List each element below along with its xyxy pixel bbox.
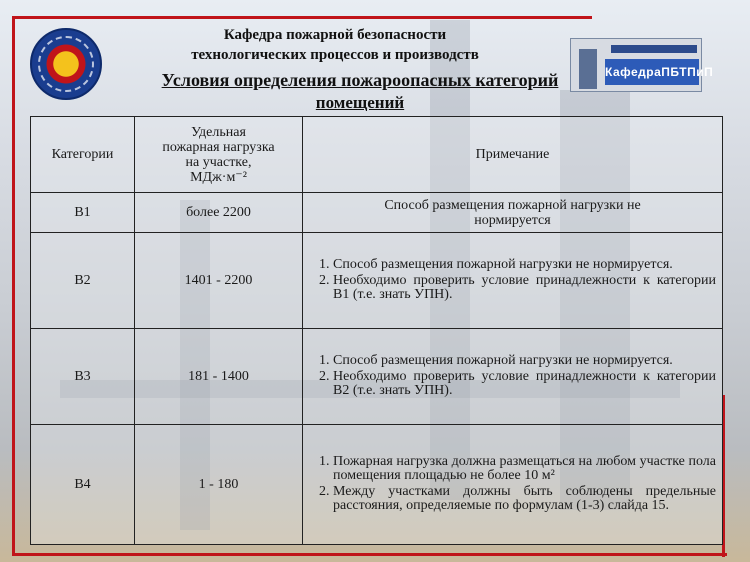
red-frame-top — [12, 16, 592, 19]
note-item: 2. Необходимо проверить условие принадлежности к категории В2 (т.е. знать УПН). — [333, 370, 716, 398]
department-name: Кафедра пожарной безопасности — [223, 27, 447, 43]
column-header-note: Примечание — [303, 117, 723, 193]
load-cell: более 2200 — [135, 193, 303, 233]
note-item: 1. Способ размещения пожарной нагрузки не нормируется. — [333, 354, 716, 368]
note-line: Способ размещения пожарной нагрузки не — [384, 197, 641, 213]
note-cell — [303, 329, 723, 425]
note-list — [309, 258, 716, 302]
table-row — [31, 193, 723, 233]
red-frame-bottom — [12, 553, 727, 556]
note-item: 1. Пожарная нагрузка должна размещаться на любом участке пола помещения площадью не более 10 м² — [333, 455, 716, 483]
logo-bar — [611, 45, 697, 53]
red-frame-left — [12, 16, 15, 556]
column-header-load — [135, 117, 303, 193]
category-cell: В4 — [31, 425, 135, 545]
table-header-row — [31, 117, 723, 193]
note-cell — [303, 193, 723, 233]
load-cell: 1401 - 2200 — [135, 233, 303, 329]
table-row — [31, 233, 723, 329]
load-header-line: на участке, — [185, 154, 252, 170]
note-item: 1. Способ размещения пожарной нагрузки не нормируется. — [333, 258, 716, 272]
category-table — [30, 116, 723, 545]
note-cell — [303, 233, 723, 329]
load-cell: 1 - 180 — [135, 425, 303, 545]
category-cell: В1 — [31, 193, 135, 233]
note-line: нормируется — [474, 212, 551, 228]
column-header-category: Категории — [31, 117, 135, 193]
department-subtitle: технологических процессов и производств — [191, 47, 479, 63]
page-title-continued: помещений — [315, 93, 405, 112]
note-item: 2. Необходимо проверить условие принадлежности к категории В1 (т.е. знать УПН). — [333, 274, 716, 302]
note-list — [309, 354, 716, 398]
logo-caption: КафедраПБТПиП — [605, 59, 699, 85]
load-cell: 181 - 1400 — [135, 329, 303, 425]
load-header-line: пожарная нагрузка — [162, 139, 275, 155]
category-cell: В2 — [31, 233, 135, 329]
note-item: 2. Между участками должны быть соблюдены предельные расстояния, определяемые по формулам (1-3) слайда 15. — [333, 485, 716, 513]
table-row — [31, 425, 723, 545]
note-cell — [303, 425, 723, 545]
page-title: Условия определения пожароопасных категорий — [161, 70, 559, 90]
load-header-line: МДж·м⁻² — [190, 169, 247, 185]
table-row — [31, 329, 723, 425]
load-header-line: Удельная — [191, 124, 246, 140]
note-list — [309, 455, 716, 513]
category-cell: В3 — [31, 329, 135, 425]
